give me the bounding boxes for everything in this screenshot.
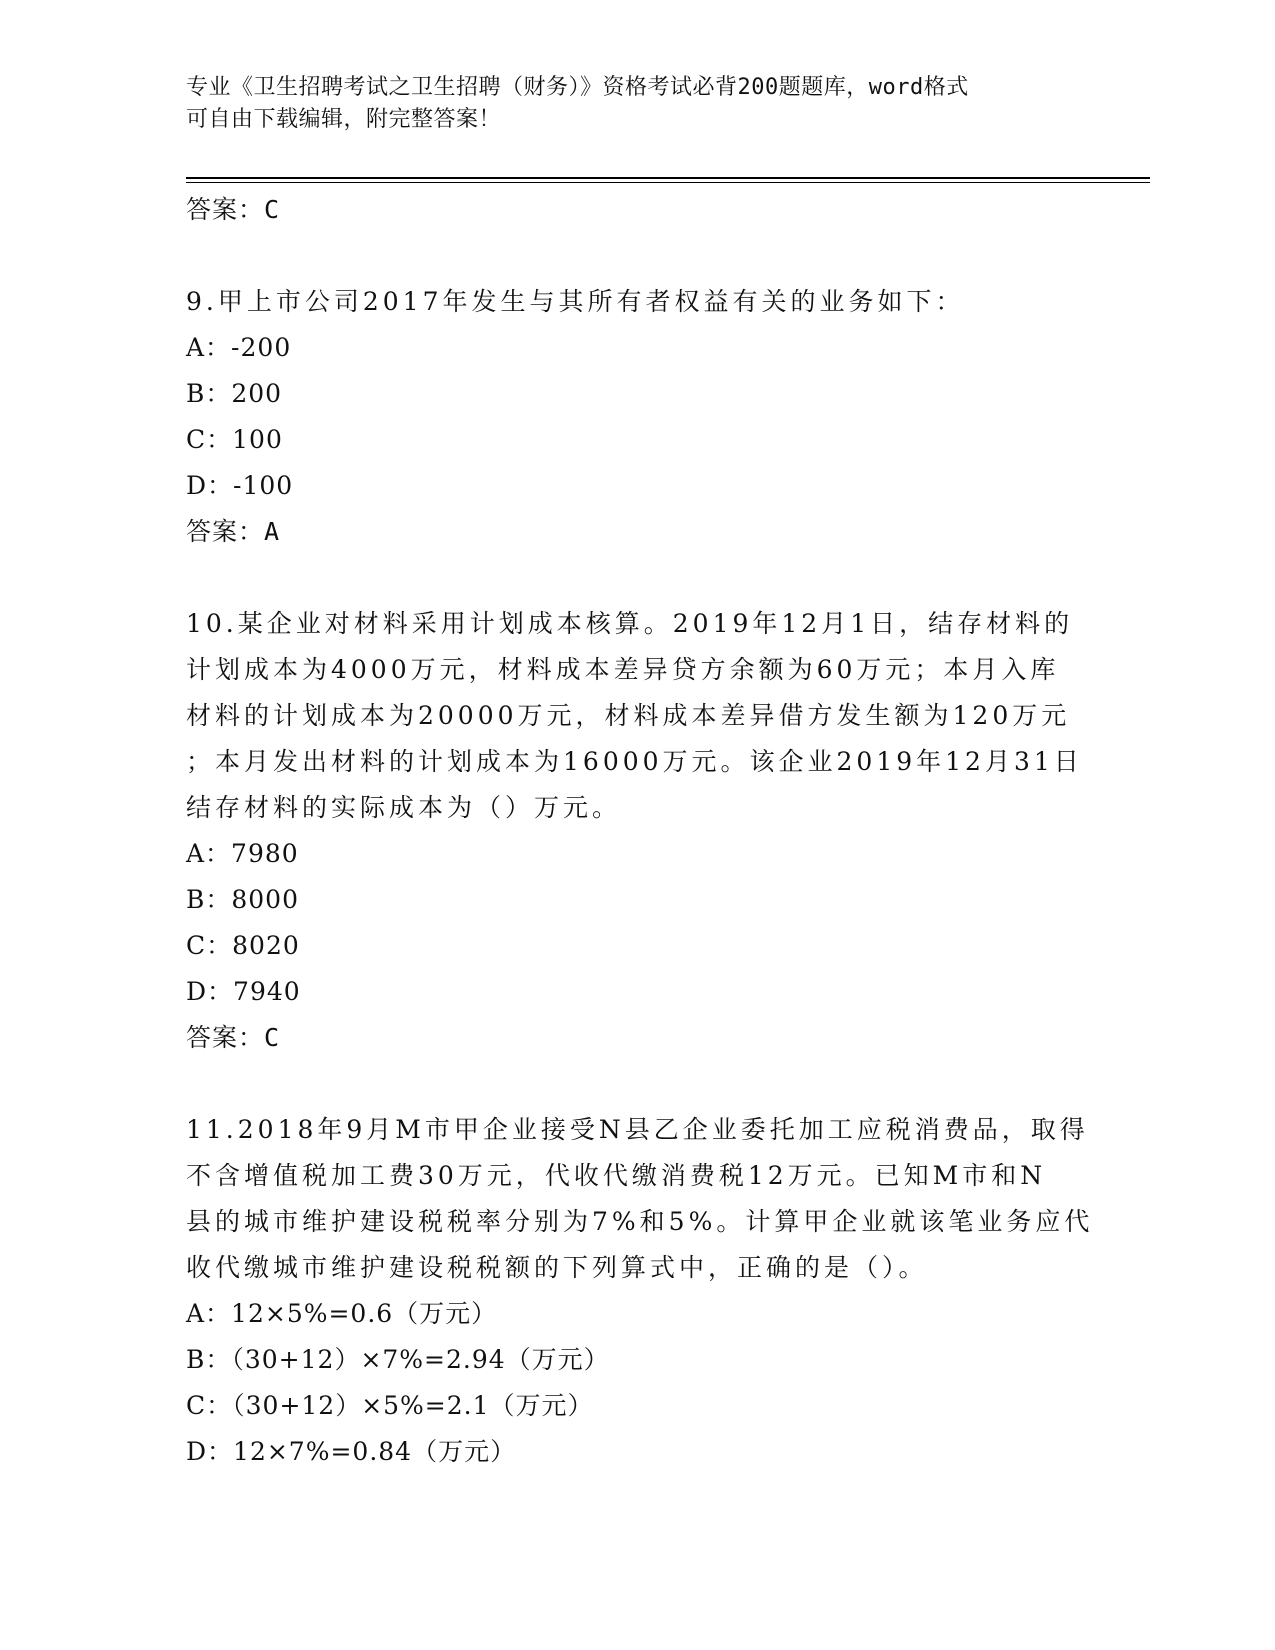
option-c: C：（30+12）×5%=2.1（万元） xyxy=(186,1391,594,1420)
option-a: A：-200 xyxy=(186,333,292,362)
question-text: 10.某企业对材料采用计划成本核算。2019年12月1日，结存材料的 xyxy=(186,609,1074,638)
option-b: B：（30+12）×7%=2.94（万元） xyxy=(186,1345,610,1374)
answer-line: 答案：A xyxy=(186,517,281,546)
option-c: C：8020 xyxy=(186,931,300,960)
header-line-1: 专业《卫生招聘考试之卫生招聘（财务）》资格考试必背200题题库，word格式 xyxy=(186,75,969,100)
header-rule-thick xyxy=(186,177,1150,179)
option-b: B：200 xyxy=(186,379,283,408)
header-rule-thin xyxy=(186,182,1150,183)
option-b: B：8000 xyxy=(186,885,299,914)
header-line-2: 可自由下载编辑，附完整答案！ xyxy=(186,107,502,132)
question-9 xyxy=(186,279,1086,555)
option-d: D：-100 xyxy=(186,471,294,500)
document-header xyxy=(186,72,1066,136)
question-text: 县的城市维护建设税税率分别为7%和5%。计算甲企业就该笔业务应代 xyxy=(186,1207,1094,1236)
question-text: ；本月发出材料的计划成本为16000万元。该企业2019年12月31日 xyxy=(186,747,1083,776)
option-a: A：12×5%=0.6（万元） xyxy=(186,1299,498,1328)
option-a: A：7980 xyxy=(186,839,299,868)
document-body xyxy=(186,187,1094,1475)
option-d: D：12×7%=0.84（万元） xyxy=(186,1437,517,1466)
question-text: 材料的计划成本为20000万元，材料成本差异借方发生额为120万元 xyxy=(186,701,1071,730)
question-text: 结存材料的实际成本为（）万元。 xyxy=(186,793,622,822)
question-11 xyxy=(186,1107,1094,1475)
answer-line: 答案：C xyxy=(186,1023,281,1052)
question-text: 计划成本为4000万元，材料成本差异贷方余额为60万元；本月入库 xyxy=(186,655,1060,684)
answer-line: 答案：C xyxy=(186,195,281,224)
question-10 xyxy=(186,601,1086,1061)
question-text: 9.甲上市公司2017年发生与其所有者权益有关的业务如下： xyxy=(186,287,965,316)
question-text: 收代缴城市维护建设税税额的下列算式中，正确的是（）。 xyxy=(186,1253,928,1282)
option-d: D：7940 xyxy=(186,977,301,1006)
question-text: 11.2018年9月M市甲企业接受N县乙企业委托加工应税消费品，取得 xyxy=(186,1115,1089,1144)
question-text: 不含增值税加工费30万元，代收代缴消费税12万元。已知M市和N xyxy=(186,1161,1047,1190)
option-c: C：100 xyxy=(186,425,283,454)
